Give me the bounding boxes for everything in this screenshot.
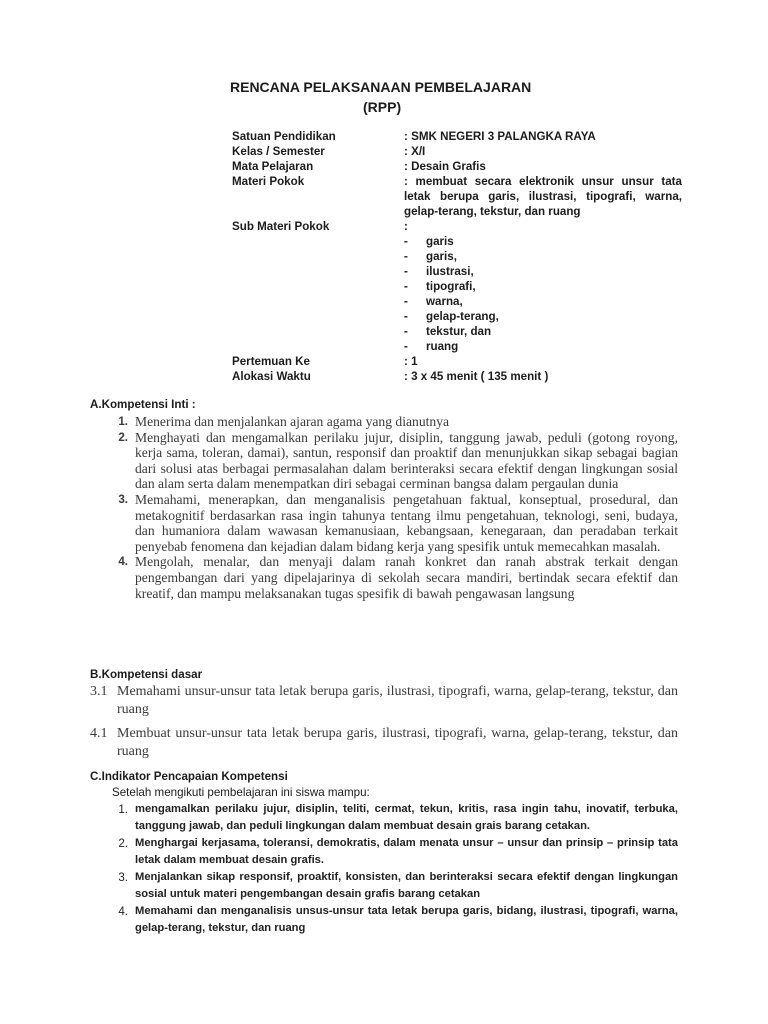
list-item xyxy=(404,339,682,354)
item-text: Menjalankan sikap responsif, proaktif, konsisten, dan berinteraksi secara efektif dengan lingkungan sosial untuk materi pengembangan desain grafis barang cetakan xyxy=(135,871,678,900)
list-item xyxy=(90,430,678,492)
sub-materi-text: garis xyxy=(426,235,454,248)
identity-label: Satuan Pendidikan xyxy=(232,130,336,143)
section-heading-indikator: C.Indikator Pencapaian Kompetensi xyxy=(90,770,288,783)
identity-row-pertemuan xyxy=(232,354,682,369)
identity-value: : 1 xyxy=(404,355,418,368)
dash-bullet: - xyxy=(404,295,408,308)
sub-materi-text: tipografi, xyxy=(426,280,476,293)
identity-row-alokasi xyxy=(232,369,682,384)
list-item xyxy=(90,554,678,601)
identity-row-satuan xyxy=(232,129,682,144)
list-item xyxy=(90,869,678,903)
item-text: Memahami unsur-unsur tata letak berupa garis, ilustrasi, tipografi, warna, gelap-terang, tekstur, dan ruang xyxy=(117,684,678,717)
list-item xyxy=(90,414,678,430)
dash-bullet: - xyxy=(404,325,408,338)
list-item xyxy=(404,234,682,249)
dash-bullet: - xyxy=(404,250,408,263)
list-item xyxy=(404,294,682,309)
list-item xyxy=(404,309,682,324)
item-number: 4. xyxy=(118,555,128,569)
list-item xyxy=(404,264,682,279)
item-number: 3.1 xyxy=(90,684,108,699)
item-text: Memahami dan menganalisis unsus-unsur tata letak berupa garis, bidang, ilustrasi, tipografi, warna, gelap-terang, tekstur, dan ruang xyxy=(135,905,678,934)
list-item xyxy=(90,835,678,869)
item-text: Menerima dan menjalankan ajaran agama yang dianutnya xyxy=(135,414,450,429)
list-item xyxy=(90,492,678,554)
identity-label: Pertemuan Ke xyxy=(232,355,310,368)
item-number: 3. xyxy=(118,492,128,506)
item-number: 4.1 xyxy=(90,726,108,741)
identity-label: Mata Pelajaran xyxy=(232,160,314,173)
identity-value: : membuat secara elektronik unsur unsur tata letak berupa garis, ilustrasi, tipografi, warna, gelap-terang, tekstur, dan ruang xyxy=(404,175,682,218)
identity-value: : SMK NEGERI 3 PALANGKA RAYA xyxy=(404,130,596,143)
kompetensi-dasar-item xyxy=(90,683,678,719)
section-heading-kompetensi-dasar: B.Kompetensi dasar xyxy=(90,668,203,681)
identity-value: : X/I xyxy=(404,145,426,158)
sub-materi-colon: : xyxy=(404,220,408,233)
sub-materi-list xyxy=(404,219,682,354)
dash-bullet: - xyxy=(404,280,408,293)
identity-row-kelas xyxy=(232,144,682,159)
section-heading-kompetensi-inti: A.Kompetensi Inti : xyxy=(90,398,196,411)
item-number: 1. xyxy=(118,415,128,428)
item-number: 3. xyxy=(118,871,128,884)
item-text: mengamalkan perilaku jujur, disiplin, teliti, cermat, tekun, kritis, rasa ingin tahu, inovatif, terbuka, tanggung jawab, dan peduli lingkungan dalam membuat desain grais barang cetakan. xyxy=(135,803,678,832)
list-item xyxy=(90,903,678,937)
identity-table xyxy=(232,129,682,384)
identity-row-sub-materi xyxy=(232,219,682,354)
dash-bullet: - xyxy=(404,310,408,323)
indikator-intro: Setelah mengikuti pembelajaran ini siswa mampu: xyxy=(112,786,370,799)
item-number: 2. xyxy=(118,837,128,850)
item-text: Mengolah, menalar, dan menyaji dalam ranah konkret dan ranah abstrak terkait dengan pengembangan dari yang dipelajarinya di sekolah secara mandiri, bertindak secara efektif dan kreatif, dan mampu melaksanakan tugas spesifik di bawah pengawasan langsung xyxy=(135,554,678,601)
identity-value: : 3 x 45 menit ( 135 menit ) xyxy=(404,370,549,383)
item-number: 2. xyxy=(118,430,128,444)
identity-value: : Desain Grafis xyxy=(404,160,486,173)
indikator-list xyxy=(90,801,678,937)
dash-bullet: - xyxy=(404,235,408,248)
item-number: 1. xyxy=(118,803,128,816)
item-text: Menghargai kerjasama, toleransi, demokratis, dalam menata unsur – unsur dan prinsip – prinsip tata letak dalam membuat desain grafis. xyxy=(135,837,678,866)
identity-label: Materi Pokok xyxy=(232,175,305,188)
list-item xyxy=(404,279,682,294)
item-text: Memahami, menerapkan, dan menganalisis pengetahuan faktual, konseptual, prosedural, dan metakognitif berdasarkan rasa ingin tahunya tentang ilmu pengetahuan, teknologi, seni, budaya, dan humaniora dalam wawasan kemanusiaan, kebangsaan, kenegaraan, dan peradaban terkait penyebab fenomena dan kejadian dalam bidang kerja yang spesifik untuk memecahkan masalah. xyxy=(135,491,678,554)
list-item xyxy=(90,801,678,835)
document-title: RENCANA PELAKSANAAN PEMBELAJARAN xyxy=(230,79,532,95)
dash-bullet: - xyxy=(404,340,408,353)
identity-label: Sub Materi Pokok xyxy=(232,220,330,233)
sub-materi-text: garis, xyxy=(426,250,457,263)
kompetensi-inti-list xyxy=(90,414,678,601)
document-subtitle: (RPP) xyxy=(363,99,402,115)
item-number: 4. xyxy=(118,905,128,918)
identity-label: Kelas / Semester xyxy=(232,145,325,158)
sub-materi-text: ilustrasi, xyxy=(426,265,474,278)
sub-materi-text: gelap-terang, xyxy=(426,310,499,323)
sub-materi-text: ruang xyxy=(426,340,459,353)
item-text: Membuat unsur-unsur tata letak berupa garis, ilustrasi, tipografi, warna, gelap-terang, tekstur, dan ruang xyxy=(117,726,678,759)
list-item xyxy=(404,249,682,264)
identity-label: Alokasi Waktu xyxy=(232,370,311,383)
list-item xyxy=(404,324,682,339)
sub-materi-text: warna, xyxy=(426,295,463,308)
kompetensi-dasar-item xyxy=(90,725,678,761)
identity-row-materi xyxy=(232,174,682,219)
sub-materi-text: tekstur, dan xyxy=(426,325,492,338)
item-text: Menghayati dan mengamalkan perilaku jujur, disiplin, tanggung jawab, peduli (gotong royong, kerja sama, toleran, damai), santun, responsif dan proaktif dan menunjukkan sikap sebagai bagian dari solusi atas berbagai permasalahan dalam berinteraksi secara efektif dengan lingkungan sosial dan alam serta dalam menempatkan diri sebagai cerminan bangsa dalam pergaulan dunia xyxy=(135,429,678,492)
identity-row-mapel xyxy=(232,159,682,174)
dash-bullet: - xyxy=(404,265,408,278)
